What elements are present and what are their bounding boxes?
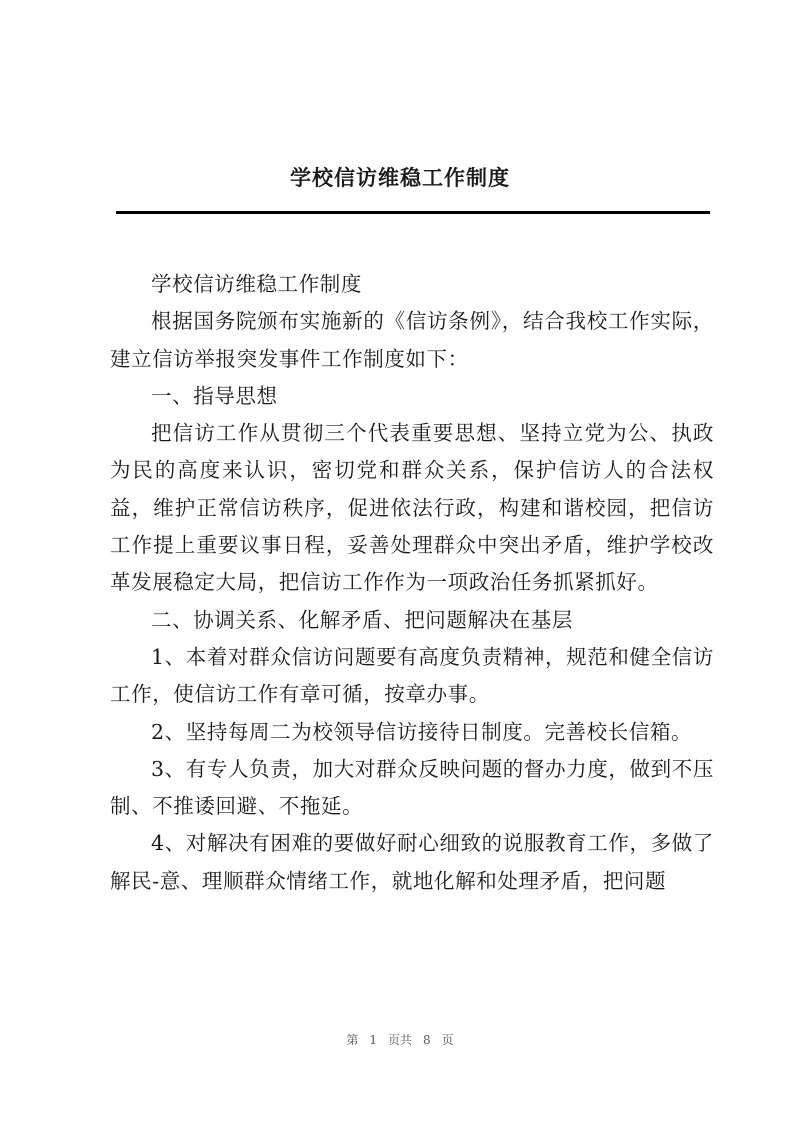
list-item-3: 3、有专人负责，加大对群众反映问题的督办力度，做到不压制、不推诿回避、不拖延。 (110, 756, 714, 819)
page-footer (0, 1030, 800, 1050)
list-item-2: 2、坚持每周二为校领导信访接待日制度。完善校长信箱。 (151, 719, 693, 744)
title-divider (116, 211, 710, 214)
paragraph-guiding-thought: 把信访工作从贯彻三个代表重要思想、坚持立党为公、执政为民的高度来认识，密切党和群众关系，保护信访人的合法权益，维护正常信访秩序，促进依法行政，构建和谐校园，把信访工作提上重要议事日程，妥善处理群众中突出矛盾，维护学校改革发展稳定大局，把信访工作作为一项政治任务抓紧抓好。 (110, 421, 714, 595)
document-body (110, 266, 714, 900)
footer-prefix: 第 (346, 1033, 359, 1047)
document-title: 学校信访维稳工作制度 (290, 166, 510, 190)
section-heading-1: 一、指导思想 (151, 383, 278, 408)
paragraph-intro: 根据国务院颁布实施新的《信访条例》，结合我校工作实际，建立信访举报突发事件工作制度如下： (110, 309, 714, 371)
list-item-4: 4、对解决有困难的要做好耐心细致的说服教育工作，多做了解民-意、理顺群众情绪工作，就地化解和处理矛盾，把问题 (110, 831, 714, 893)
footer-page-total: 8 (423, 1033, 431, 1047)
section-heading-2: 二、协调关系、化解矛盾、把问题解决在基层 (151, 607, 573, 632)
footer-page-current: 1 (369, 1033, 377, 1047)
list-item-1: 1、本着对群众信访问题要有高度负责精神，规范和健全信访工作，使信访工作有章可循，按章办事。 (110, 644, 714, 707)
paragraph-heading: 学校信访维稳工作制度 (151, 272, 362, 296)
footer-middle: 页共 (387, 1033, 412, 1047)
footer-suffix: 页 (441, 1033, 454, 1047)
